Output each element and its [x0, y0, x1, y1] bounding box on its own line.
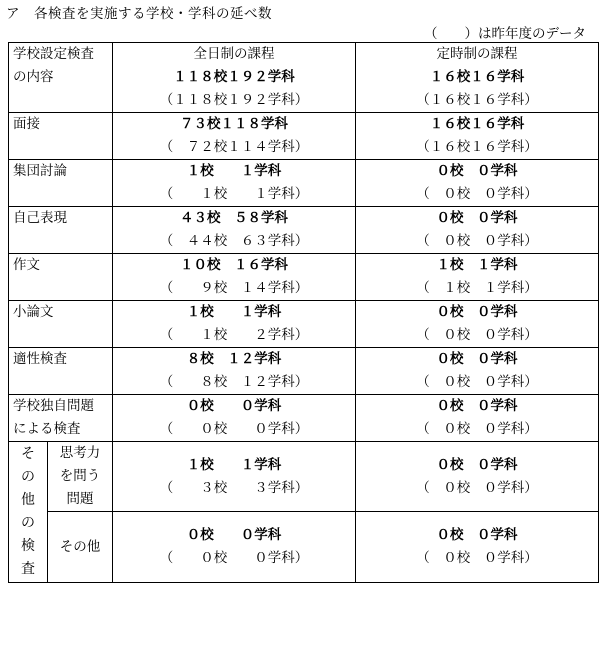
- part-time-value: ０校 ０学科: [436, 527, 518, 543]
- part-time-prev: （ ０校 ０学科）: [416, 374, 538, 390]
- header-full-time-cell: [113, 43, 356, 113]
- full-time-value: ０校 ０学科: [186, 527, 282, 543]
- full-time-heading: 全日制の課程: [193, 46, 275, 62]
- part-time-prev: （ ０校 ０学科）: [416, 421, 538, 437]
- table-row-thinking: [9, 442, 599, 512]
- table-row: [9, 348, 599, 395]
- full-time-prev: （ ７２校１１４学科）: [159, 139, 309, 155]
- page-title: ア 各検査を実施する学校・学科の延べ数: [6, 6, 272, 22]
- full-time-prev: （ ３校 ３学科）: [159, 479, 309, 496]
- misc-label-cell: [48, 512, 113, 583]
- full-time-prev: （ ９校 １４学科）: [159, 280, 309, 296]
- other-tests-group-label: そ の 他 の 検 査: [9, 442, 48, 583]
- thinking-label-line3: 問題: [66, 491, 94, 507]
- table-row-misc: [9, 512, 599, 583]
- full-time-value: １校 １学科: [186, 163, 282, 179]
- part-time-value: １校 １学科: [436, 257, 518, 273]
- full-time-value: ７３校１１８学科: [180, 116, 288, 132]
- part-time-value: ０校 ０学科: [436, 304, 518, 320]
- full-time-value: １校 １学科: [186, 304, 282, 320]
- part-time-total-prev: （１６校１６学科）: [416, 92, 538, 108]
- thinking-label-cell: [48, 442, 113, 512]
- full-time-prev: （ ４４校 ６３学科）: [159, 233, 309, 249]
- full-time-total-prev: （１１８校１９２学科）: [159, 92, 309, 108]
- row-label: 小論文: [13, 304, 54, 320]
- full-time-prev: （ １校 ２学科）: [159, 327, 309, 343]
- part-time-prev: （ １校 １学科）: [416, 280, 538, 296]
- row-label: 面接: [13, 116, 40, 132]
- misc-label: その他: [59, 538, 101, 555]
- full-time-total: １１８校１９２学科: [173, 69, 295, 85]
- full-time-prev: （ ８校 １２学科）: [159, 374, 309, 390]
- header-part-time-cell: [356, 43, 599, 113]
- row-label: 集団討論: [13, 163, 67, 179]
- thinking-label-line2: を問う: [59, 468, 101, 484]
- full-time-prev: （ ０校 ０学科）: [159, 421, 309, 437]
- table-row: [9, 113, 599, 160]
- full-time-value: ４３校 ５８学科: [180, 210, 288, 226]
- table-row: [9, 254, 599, 301]
- table-row: [9, 207, 599, 254]
- header-category-line2: の内容: [13, 69, 54, 85]
- full-time-value: ８校 １２学科: [186, 351, 282, 367]
- row-label: 作文: [13, 257, 40, 273]
- part-time-prev: （１６校１６学科）: [416, 139, 538, 155]
- table-row: [9, 395, 599, 442]
- thinking-label-line1: 思考力: [59, 445, 101, 461]
- part-time-value: ０校 ０学科: [436, 210, 518, 226]
- part-time-value: ０校 ０学科: [436, 163, 518, 179]
- part-time-total: １６校１６学科: [429, 69, 525, 85]
- legend-note: （ ）は昨年度のデータ: [424, 26, 586, 42]
- full-time-value: １校 １学科: [186, 456, 282, 473]
- part-time-prev: （ ０校 ０学科）: [416, 186, 538, 202]
- part-time-value: ０校 ０学科: [436, 351, 518, 367]
- header-category-cell: [9, 43, 113, 113]
- table-row: [9, 160, 599, 207]
- part-time-heading: 定時制の課程: [436, 46, 518, 62]
- part-time-prev: （ ０校 ０学科）: [416, 327, 538, 343]
- part-time-prev: （ ０校 ０学科）: [416, 550, 538, 566]
- header-row: [9, 43, 599, 113]
- inspection-table: [8, 42, 599, 583]
- part-time-value: ０校 ０学科: [436, 456, 518, 473]
- part-time-value: １６校１６学科: [429, 116, 525, 132]
- part-time-prev: （ ０校 ０学科）: [416, 479, 538, 496]
- part-time-value: ０校 ０学科: [436, 398, 518, 414]
- row-label: 適性検査: [13, 351, 67, 367]
- row-label: 自己表現: [13, 210, 67, 226]
- full-time-prev: （ ０校 ０学科）: [159, 550, 309, 566]
- row-label-line1: 学校独自問題: [13, 398, 94, 414]
- full-time-value: ０校 ０学科: [186, 398, 282, 414]
- full-time-value: １０校 １６学科: [180, 257, 288, 273]
- table-row: [9, 301, 599, 348]
- part-time-prev: （ ０校 ０学科）: [416, 233, 538, 249]
- header-category-line1: 学校設定検査: [13, 46, 94, 62]
- row-label-line2: による検査: [13, 421, 81, 437]
- full-time-prev: （ １校 １学科）: [159, 186, 309, 202]
